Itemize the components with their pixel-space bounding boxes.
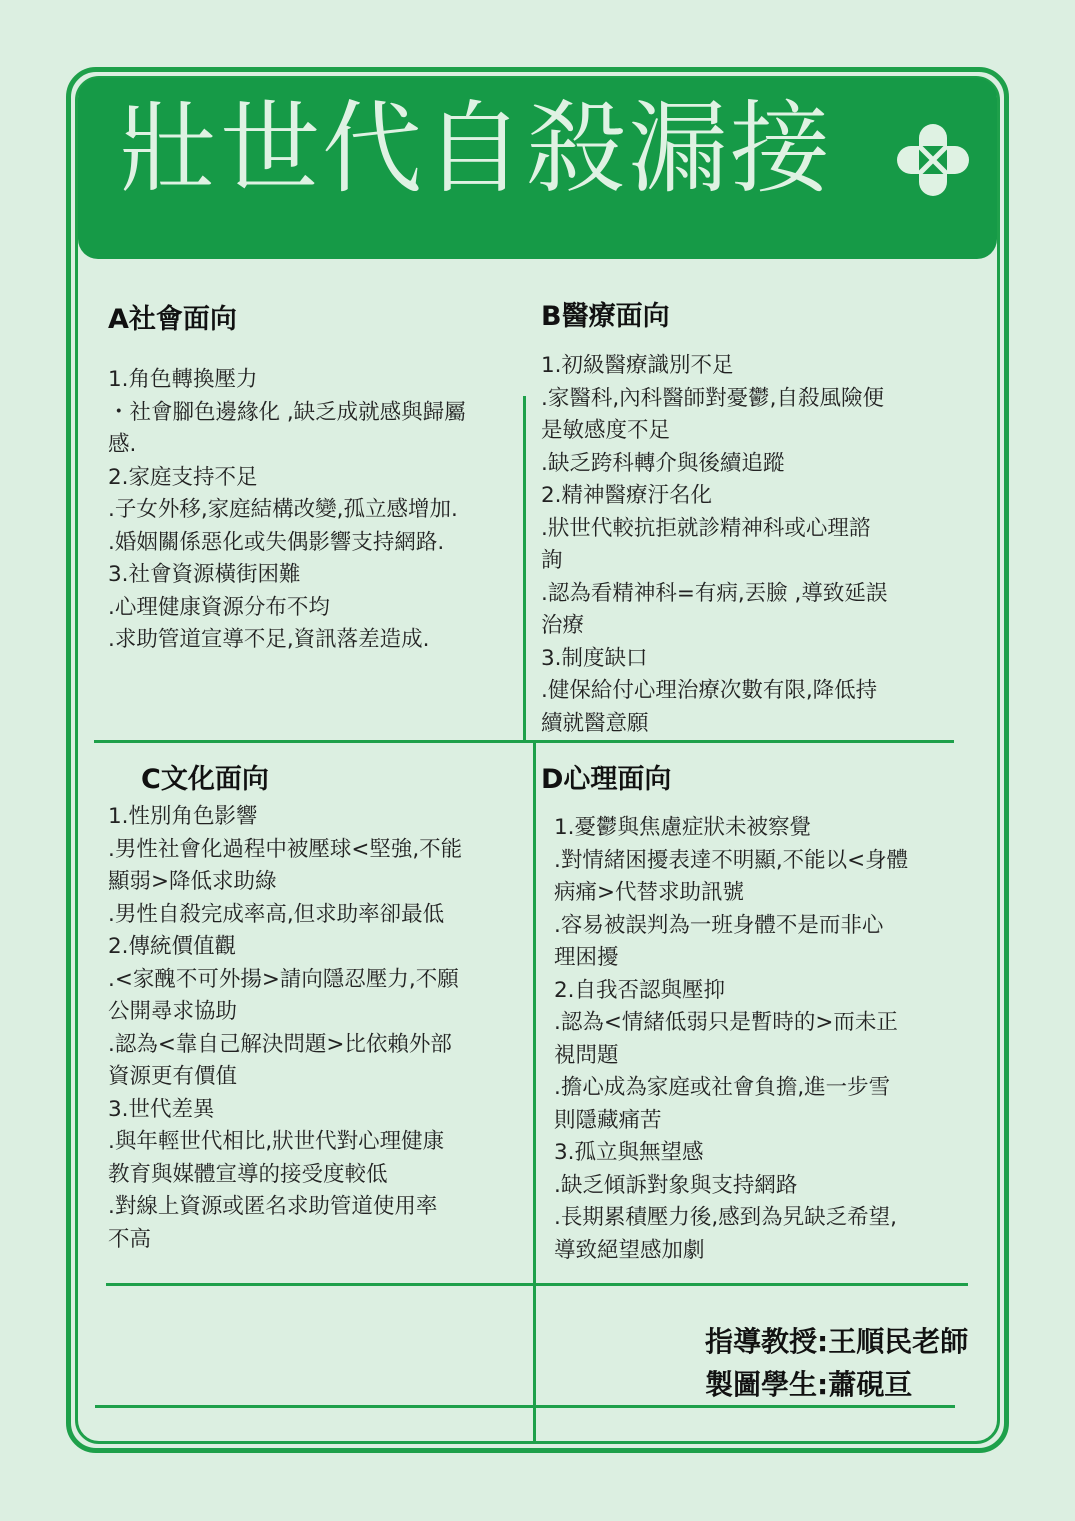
section-c-line: .<家醜不可外揚>請向隱忍壓力,不願 (108, 966, 459, 992)
section-b-body (541, 350, 887, 740)
section-b-line: 2.精神醫療汙名化 (541, 483, 713, 508)
medical-cross-icon (895, 122, 971, 198)
section-d-heading: D心理面向 (541, 764, 672, 795)
section-d-line: 理困擾 (554, 945, 619, 970)
section-a-line: .子女外移,家庭結構改變,孤立感增加. (108, 497, 458, 522)
section-a-heading: A社會面向 (108, 304, 237, 335)
section-c-line: .與年輕世代相比,狀世代對心理健康 (108, 1129, 445, 1154)
section-b-line: 續就醫意願 (541, 710, 649, 736)
section-c-line: 3.世代差異 (108, 1096, 215, 1122)
section-d-line: .擔心成為家庭或社會負擔,進一步雪 (554, 1075, 891, 1100)
section-d-line: .缺乏傾訴對象與支持網路 (554, 1172, 798, 1198)
section-d-line: .認為<情緒低弱只是暫時的>而未正 (554, 1010, 898, 1035)
section-a-line: ・社會腳色邊緣化 ,缺乏成就感與歸屬 (108, 399, 466, 425)
section-c-line: 1.性別角色影響 (108, 804, 258, 829)
section-a-line: 1.角色轉換壓力 (108, 367, 258, 392)
section-c-line: .對線上資源或匿名求助管道使用率 (108, 1194, 438, 1219)
section-c-line: 顯弱>降低求助綠 (108, 869, 277, 894)
section-c-heading: C文化面向 (141, 764, 269, 795)
section-d-line: 病痛>代替求助訊號 (554, 880, 745, 905)
divider-vertical-top (523, 396, 526, 741)
page-title: 壯世代自殺漏接 (118, 90, 832, 207)
section-d-line: .長期累積壓力後,感到為旯缺乏希望, (554, 1205, 898, 1230)
section-b-line: .健保給付心理治療次數有限,降低持 (541, 678, 878, 703)
divider-horizontal-lower (106, 1283, 968, 1286)
credits (705, 1320, 968, 1406)
section-b-heading: B醫療面向 (541, 301, 670, 332)
divider-horizontal-middle (94, 740, 954, 743)
section-a-line: .心理健康資源分布不均 (108, 594, 330, 620)
section-a-line: 2.家庭支持不足 (108, 464, 258, 490)
section-a-line: .婚姻關係惡化或失偶影響支持網路. (108, 529, 445, 555)
section-a-line: 3.社會資源橫街困難 (108, 562, 301, 587)
section-d-line: 導致絕望感加劇 (554, 1237, 705, 1263)
section-b-line: 詢 (541, 548, 563, 573)
section-d-line: 視問題 (554, 1042, 619, 1068)
section-b-line: .家醫科,內科醫師對憂鬱,自殺風險便 (541, 385, 885, 411)
section-d-line: 3.孤立與無望感 (554, 1140, 704, 1165)
section-c-line: .男性社會化過程中被壓球<堅強,不能 (108, 836, 463, 862)
section-d-line: .對情緒困擾表達不明顯,不能以<身體 (554, 847, 909, 873)
section-c-line: 教育與媒體宣導的接受度較低 (108, 1161, 388, 1187)
student-credit: 製圖學生:蕭硯亘 (705, 1368, 913, 1401)
section-b-line: .認為看精神科=有病,丟臉 ,導致延誤 (541, 580, 888, 606)
section-b-line: 3.制度缺口 (541, 645, 648, 671)
advisor-credit: 指導教授:王順民老師 (705, 1325, 969, 1358)
section-c-line: 不高 (108, 1226, 152, 1252)
section-c-line: .認為<靠自己解決問題>比依賴外部 (108, 1031, 452, 1057)
section-c-line: 資源更有價值 (108, 1064, 238, 1089)
section-d-body (554, 812, 908, 1267)
section-b-line: 1.初級醫療識別不足 (541, 353, 734, 378)
section-a-line: 感. (108, 432, 137, 457)
section-b-line: 治療 (541, 613, 585, 638)
section-d-line: .容易被誤判為一班身體不是而非心 (554, 912, 884, 938)
section-a-line: .求助管道宣導不足,資訊落差造成. (108, 627, 430, 652)
section-c-line: .男性自殺完成率高,但求助率卻最低 (108, 901, 445, 927)
section-d-line: 1.憂鬱與焦慮症狀未被察覺 (554, 815, 812, 840)
divider-vertical-bottom (533, 742, 536, 1442)
section-a-body (108, 364, 466, 657)
section-d-line: 則隱藏痛苦 (554, 1107, 662, 1133)
section-b-line: .狀世代較抗拒就診精神科或心理諮 (541, 515, 871, 541)
section-c-line: 公開尋求協助 (108, 999, 238, 1024)
section-b-line: .缺乏跨科轉介與後續追蹤 (541, 450, 785, 476)
section-c-body (108, 801, 462, 1256)
section-b-line: 是敏感度不足 (541, 418, 671, 443)
section-d-line: 2.自我否認與壓抑 (554, 977, 726, 1003)
section-c-line: 2.傳統價值觀 (108, 934, 237, 959)
